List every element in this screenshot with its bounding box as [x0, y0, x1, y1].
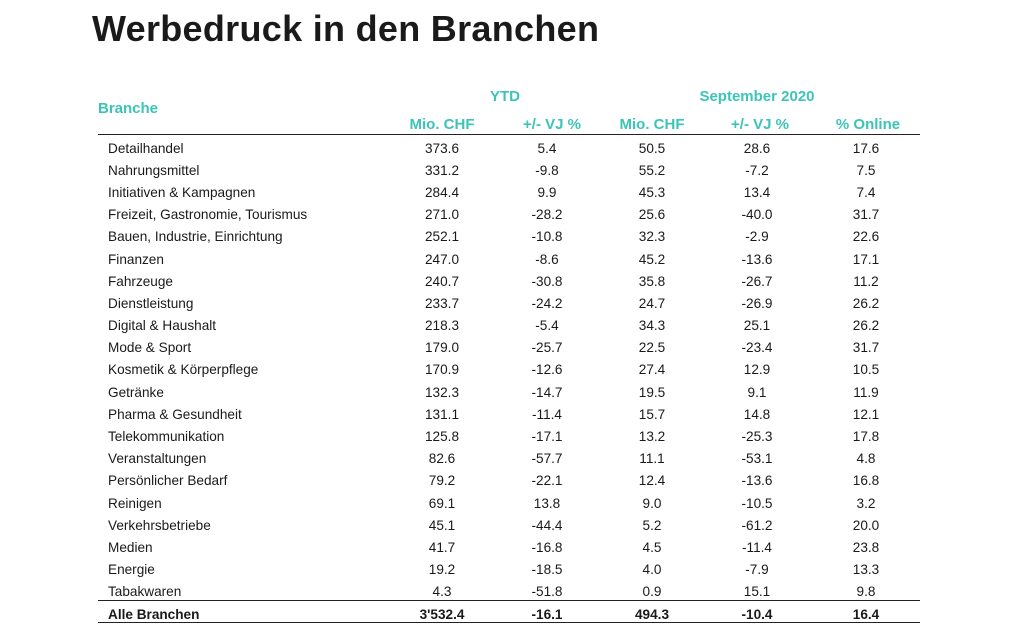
cell-ytd-change-pct: -8.6 [535, 251, 559, 267]
cell-online-pct: 17.8 [852, 429, 880, 445]
cell-online-pct: 3.2 [856, 495, 876, 511]
table-row [98, 226, 920, 248]
cell-online-pct: 16.8 [852, 473, 880, 489]
table-row [98, 381, 920, 403]
table-row [98, 581, 920, 603]
cell-ytd-mio-chf: 179.0 [424, 340, 460, 356]
cell-month-mio-chf: 11.1 [639, 451, 665, 467]
table-row [98, 403, 920, 425]
cell-month-mio-chf: 4.5 [642, 539, 662, 555]
cell-month-mio-chf: 35.8 [638, 273, 666, 289]
cell-month-mio-chf: 4.0 [642, 562, 662, 578]
cell-month-change-pct: 15.1 [743, 584, 771, 600]
cell-online-pct: 17.1 [852, 251, 880, 267]
cell-month-mio-chf: 55.2 [638, 162, 666, 178]
table-row [98, 137, 920, 159]
column-header-ytd-vj: +/- VJ % [523, 116, 581, 133]
cell-ytd-change-pct: -16.8 [531, 539, 563, 555]
table-row [98, 315, 920, 337]
cell-month-change-pct: -2.9 [745, 229, 769, 245]
cell-online-pct: 4.8 [856, 451, 876, 467]
cell-ytd-change-pct: -24.2 [531, 295, 563, 311]
column-header-month-mio: Mio. CHF [619, 116, 685, 133]
cell-month-change-pct: 9.1 [747, 384, 767, 400]
table-row [98, 270, 920, 292]
cell-ytd-mio-chf: 82.6 [428, 451, 456, 467]
cell-branche: Reinigen [108, 495, 162, 511]
cell-month-mio-chf: 45.2 [638, 251, 666, 267]
table-row [98, 559, 920, 581]
cell-branche: Digital & Haushalt [108, 318, 217, 334]
cell-ytd-mio-chf: 331.2 [424, 162, 460, 178]
cell-month-change-pct: -53.1 [741, 451, 773, 467]
cell-ytd-change-pct: -5.4 [535, 318, 559, 334]
cell-online-pct: 26.2 [852, 295, 880, 311]
cell-branche: Mode & Sport [108, 340, 192, 356]
cell-ytd-mio-chf: 4.3 [432, 584, 452, 600]
table-row [98, 514, 920, 536]
cell-month-mio-chf: 22.5 [638, 340, 666, 356]
cell-month-change-pct: -23.4 [741, 340, 773, 356]
cell-branche: Detailhandel [108, 140, 184, 156]
cell-month-change-pct: -11.4 [742, 539, 772, 555]
cell-ytd-change-pct: 9.9 [537, 184, 557, 200]
cell-ytd-change-pct: -11.4 [532, 406, 562, 422]
cell-month-change-pct: -26.7 [741, 273, 773, 289]
table-row [98, 359, 920, 381]
cell-branche: Veranstaltungen [108, 451, 207, 467]
cell-ytd-mio-chf: 41.7 [428, 539, 456, 555]
cell-month-mio-chf: 32.3 [638, 229, 666, 245]
cell-online-pct: 17.6 [852, 140, 880, 156]
cell-month-mio-chf: 9.0 [642, 495, 662, 511]
cell-online-pct: 22.6 [852, 229, 880, 245]
cell-branche: Alle Branchen [108, 606, 200, 622]
table-row [98, 492, 920, 514]
cell-month-change-pct: -25.3 [741, 429, 773, 445]
cell-ytd-change-pct: -30.8 [531, 273, 563, 289]
cell-month-mio-chf: 494.3 [634, 606, 670, 622]
cell-ytd-change-pct: -17.1 [531, 429, 563, 445]
cell-month-change-pct: 14.8 [743, 406, 771, 422]
cell-month-mio-chf: 12.4 [638, 473, 666, 489]
cell-ytd-mio-chf: 45.1 [428, 517, 456, 533]
cell-ytd-mio-chf: 170.9 [424, 362, 460, 378]
cell-online-pct: 12.1 [852, 406, 880, 422]
cell-online-pct: 20.0 [852, 517, 880, 533]
cell-branche: Bauen, Industrie, Einrichtung [108, 229, 283, 245]
cell-ytd-change-pct: -16.1 [531, 606, 563, 622]
cell-month-change-pct: 28.6 [743, 140, 771, 156]
table-row [98, 425, 920, 447]
cell-online-pct: 23.8 [852, 539, 880, 555]
cell-ytd-mio-chf: 79.2 [428, 473, 456, 489]
cell-branche: Initiativen & Kampagnen [108, 184, 256, 200]
cell-online-pct: 10.5 [852, 362, 880, 378]
cell-ytd-change-pct: -12.6 [531, 362, 563, 378]
cell-ytd-mio-chf: 3'532.4 [419, 606, 465, 622]
cell-branche: Energie [108, 562, 155, 578]
cell-branche: Kosmetik & Körperpflege [108, 362, 259, 378]
cell-ytd-change-pct: -44.4 [531, 517, 563, 533]
table-total-row [98, 603, 920, 625]
cell-branche: Medien [108, 539, 153, 555]
cell-ytd-change-pct: -10.8 [531, 229, 563, 245]
page-title: Werbedruck in den Branchen [92, 8, 600, 49]
cell-month-change-pct: 25.1 [743, 318, 771, 334]
cell-month-mio-chf: 19.5 [638, 384, 666, 400]
cell-branche: Finanzen [108, 251, 164, 267]
cell-online-pct: 9.8 [856, 584, 876, 600]
cell-branche: Freizeit, Gastronomie, Tourismus [108, 207, 308, 223]
cell-month-change-pct: -10.5 [741, 495, 773, 511]
cell-ytd-mio-chf: 252.1 [424, 229, 460, 245]
cell-ytd-change-pct: -51.8 [531, 584, 563, 600]
cell-ytd-mio-chf: 19.2 [428, 562, 456, 578]
cell-online-pct: 16.4 [852, 606, 880, 622]
table-row [98, 292, 920, 314]
cell-month-change-pct: -13.6 [741, 251, 773, 267]
cell-ytd-mio-chf: 233.7 [424, 295, 460, 311]
cell-month-mio-chf: 27.4 [638, 362, 666, 378]
cell-branche: Dienstleistung [108, 295, 194, 311]
table-row [98, 470, 920, 492]
cell-ytd-change-pct: -28.2 [531, 207, 563, 223]
cell-ytd-change-pct: -22.1 [531, 473, 563, 489]
cell-branche: Getränke [108, 384, 164, 400]
cell-month-change-pct: -10.4 [741, 606, 773, 622]
industry-table [98, 137, 920, 625]
cell-month-mio-chf: 45.3 [638, 184, 666, 200]
table-row [98, 448, 920, 470]
column-header-branche: Branche [98, 100, 159, 117]
cell-ytd-mio-chf: 271.0 [424, 207, 460, 223]
cell-month-change-pct: -26.9 [741, 295, 773, 311]
cell-ytd-mio-chf: 240.7 [424, 273, 460, 289]
cell-ytd-change-pct: -18.5 [531, 562, 563, 578]
cell-online-pct: 7.4 [856, 184, 876, 200]
group-header-month: September 2020 [699, 88, 815, 105]
cell-ytd-mio-chf: 69.1 [428, 495, 456, 511]
column-header-month-vj: +/- VJ % [731, 116, 789, 133]
cell-online-pct: 31.7 [852, 207, 880, 223]
cell-month-mio-chf: 15.7 [638, 406, 666, 422]
cell-month-mio-chf: 13.2 [638, 429, 666, 445]
table-row [98, 181, 920, 203]
cell-month-mio-chf: 50.5 [638, 140, 666, 156]
table-row [98, 536, 920, 558]
cell-ytd-mio-chf: 247.0 [424, 251, 460, 267]
cell-ytd-change-pct: -14.7 [531, 384, 563, 400]
table-row [98, 159, 920, 181]
cell-branche: Persönlicher Bedarf [108, 473, 228, 489]
cell-ytd-change-pct: -25.7 [531, 340, 563, 356]
cell-ytd-change-pct: -57.7 [531, 451, 563, 467]
cell-ytd-change-pct: 13.8 [533, 495, 561, 511]
cell-branche: Verkehrsbetriebe [108, 517, 211, 533]
cell-branche: Telekommunikation [108, 429, 225, 445]
table-row [98, 248, 920, 270]
cell-month-change-pct: -61.2 [741, 517, 773, 533]
cell-online-pct: 11.2 [853, 273, 879, 289]
cell-online-pct: 7.5 [856, 162, 876, 178]
cell-ytd-mio-chf: 131.1 [424, 406, 460, 422]
cell-month-change-pct: -7.9 [745, 562, 769, 578]
cell-month-mio-chf: 25.6 [638, 207, 666, 223]
column-header-ytd-mio: Mio. CHF [409, 116, 475, 133]
cell-month-change-pct: 13.4 [743, 184, 771, 200]
cell-month-change-pct: -13.6 [741, 473, 773, 489]
cell-month-mio-chf: 24.7 [638, 295, 666, 311]
cell-month-mio-chf: 34.3 [638, 318, 666, 334]
cell-branche: Fahrzeuge [108, 273, 173, 289]
cell-month-change-pct: -7.2 [745, 162, 769, 178]
cell-ytd-change-pct: 5.4 [537, 140, 557, 156]
table-row [98, 337, 920, 359]
cell-ytd-mio-chf: 373.6 [424, 140, 460, 156]
cell-branche: Pharma & Gesundheit [108, 406, 242, 422]
cell-month-change-pct: -40.0 [741, 207, 773, 223]
cell-online-pct: 11.9 [853, 384, 879, 400]
cell-online-pct: 26.2 [852, 318, 880, 334]
cell-branche: Tabakwaren [108, 584, 182, 600]
cell-branche: Nahrungsmittel [108, 162, 200, 178]
cell-ytd-mio-chf: 284.4 [424, 184, 460, 200]
cell-month-mio-chf: 5.2 [642, 517, 662, 533]
cell-ytd-mio-chf: 218.3 [424, 318, 460, 334]
group-header-ytd: YTD [490, 88, 520, 105]
column-header-online: % Online [835, 116, 901, 133]
cell-month-mio-chf: 0.9 [642, 584, 662, 600]
cell-ytd-mio-chf: 132.3 [424, 384, 460, 400]
table-row [98, 204, 920, 226]
cell-online-pct: 13.3 [852, 562, 880, 578]
cell-online-pct: 31.7 [852, 340, 880, 356]
cell-month-change-pct: 12.9 [743, 362, 771, 378]
cell-ytd-mio-chf: 125.8 [424, 429, 460, 445]
cell-ytd-change-pct: -9.8 [535, 162, 559, 178]
header-rule [98, 134, 920, 135]
